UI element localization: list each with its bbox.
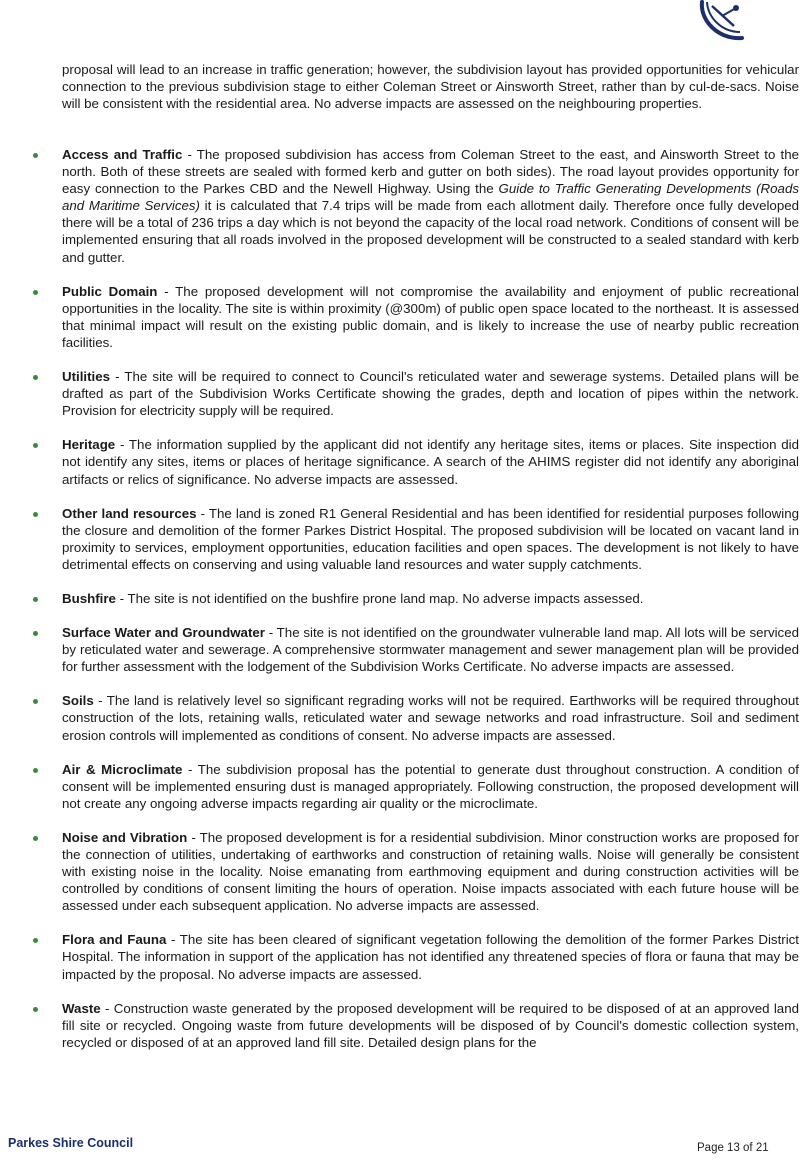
bullet-icon bbox=[33, 512, 38, 517]
footer-page-number: Page 13 of 21 bbox=[697, 1142, 769, 1154]
item-title: Utilities bbox=[62, 369, 111, 385]
list-item-heritage bbox=[0, 436, 807, 487]
item-text-italic: Guide to Traffic Generating Developments (Roads and Maritime Services) bbox=[62, 181, 799, 214]
item-text: - The proposed subdivision has access from Coleman Street to the east, and Ainsworth Street to the north. Both of these streets are sealed with formed kerb and gutter on both sides). The road layout provides opportunity for easy connection to the Parkes CBD and the Newell Highway. Using the bbox=[62, 147, 799, 197]
item-title: Waste bbox=[62, 1000, 101, 1016]
list-item-bushfire bbox=[0, 590, 807, 607]
bullet-icon bbox=[33, 836, 38, 841]
item-title: Public Domain bbox=[62, 283, 158, 299]
bullet-icon bbox=[33, 443, 38, 448]
item-title: Bushfire bbox=[62, 590, 116, 606]
list-item-public-domain bbox=[0, 283, 807, 351]
item-text: - The proposed development is for a residential subdivision. Minor construction works are proposed for the connection of utilities, undertaking of earthworks and construction of retaining walls. Noise will generally be consistent with existing noise in the locality. Noise emanating from earthmoving equipment and during construction activities will be controlled by conditions of consent limiting the hours of operation. Noise impacts associated with each future house will be assessed under each subsequent application. No adverse impacts are assessed. bbox=[62, 829, 799, 914]
list-item-access-traffic bbox=[0, 146, 807, 266]
item-text: - Construction waste generated by the proposed development will be required to be disposed of at an approved land fill site or recycled. Ongoing waste from future developments will be disposed of by Council's domestic collection system, recycled or disposed of at an approved land fill site. Detailed design plans for the bbox=[62, 1000, 799, 1050]
bullet-icon bbox=[33, 597, 38, 602]
item-title: Noise and Vibration bbox=[62, 829, 188, 845]
item-text: - The proposed development will not compromise the availability and enjoyment of public recreational opportunities in the locality. The site is within proximity (@300m) of public open space located to the northeast. It is assessed that minimal impact will result on the existing public domain, and is likely to increase the use of nearby public recreation facilities. bbox=[62, 283, 799, 350]
bullet-icon bbox=[33, 290, 38, 295]
list-item-utilities bbox=[0, 368, 807, 419]
list-item-waste bbox=[0, 1000, 807, 1051]
bullet-icon bbox=[33, 375, 38, 380]
list-item-surface-water bbox=[0, 624, 807, 675]
intro-paragraph: proposal will lead to an increase in traffic generation; however, the subdivision layout has provided opportunities for vehicular connection to the previous subdivision stage to either Coleman Street or Ainsworth Street, rather than by cul-de-sacs. Noise will be consistent with the residential area. No adverse impacts are assessed on the neighbouring properties. bbox=[62, 62, 799, 112]
list-item-flora-fauna bbox=[0, 931, 807, 982]
item-title: Other land resources bbox=[62, 505, 197, 521]
item-text: - The land is relatively level so significant regrading works will not be required. Earthworks will be required throughout construction of the lots, retaining walls, reticulated water and sewage networks and road infrastructure. Soil and sediment erosion controls will implemented as conditions of consent. No adverse impacts are assessed. bbox=[62, 693, 799, 743]
item-title: Access and Traffic bbox=[62, 147, 183, 162]
bullet-icon bbox=[33, 938, 38, 943]
bullet-icon bbox=[33, 768, 38, 773]
list-item-other-land-resources bbox=[0, 505, 807, 573]
satellite-dish-icon bbox=[698, 0, 746, 44]
bullet-icon bbox=[33, 631, 38, 636]
bullet-icon bbox=[33, 699, 38, 704]
item-text: - The site has been cleared of significant vegetation following the demolition of the former Parkes District Hospital. The information in support of the application has not identified any threatened species of flora or fauna that may be impacted by the proposal. No adverse impacts are assessed. bbox=[62, 932, 799, 982]
bullet-icon bbox=[33, 153, 38, 158]
footer-council-name: Parkes Shire Council bbox=[8, 1136, 134, 1150]
item-text: - The site is not identified on the bushfire prone land map. No adverse impacts assessed. bbox=[115, 590, 644, 606]
bullet-icon bbox=[33, 1007, 38, 1012]
council-logo-icon bbox=[698, 0, 746, 44]
item-title: Air & Microclimate bbox=[62, 761, 183, 777]
list-item-soils bbox=[0, 692, 807, 743]
item-title: Surface Water and Groundwater bbox=[62, 625, 265, 641]
item-text: - The site will be required to connect to Council's reticulated water and sewerage systems. Detailed plans will be drafted as part of the Subdivision Works Certificate showing the grades, depth and location of pipes within the network. Provision for electricity supply will be required. bbox=[62, 369, 799, 419]
assessment-list bbox=[0, 146, 807, 1068]
item-text: - The land is zoned R1 General Residential and has been identified for residential purposes following the closure and demolition of the former Parkes District Hospital. The proposed subdivision will be located on vacant land in proximity to services, employment opportunities, education facilities and open spaces. The development is not likely to have detrimental effects on conserving and using valuable land resources and water supply catchments. bbox=[62, 505, 799, 572]
item-title: Soils bbox=[62, 693, 94, 709]
item-text: it is calculated that 7.4 trips will be made from each allotment daily. Therefore once fully developed there will be a total of 236 trips a day which is not beyond the capacity of the local road network. Conditions of consent will be implemented ensuring that all roads involved in the proposed development will be constructed to a sealed standard with kerb and gutter. bbox=[62, 198, 800, 265]
list-item-noise-vibration bbox=[0, 829, 807, 914]
list-item-air-microclimate bbox=[0, 761, 807, 812]
item-text: - The site is not identified on the groundwater vulnerable land map. All lots will be serviced by reticulated water and sewerage. A comprehensive stormwater management and sewer management plan will be provided for further assessment with the lodgement of the Subdivision Works Certificate. No adverse impacts are assessed. bbox=[62, 625, 799, 675]
item-text: - The information supplied by the applicant did not identify any heritage sites, items or places. Site inspection did not identify any sites, items or places of heritage significance. A search of the AHIMS register did not identify any aboriginal artifacts or relics of significance. No adverse impacts are assessed. bbox=[62, 437, 799, 487]
item-title: Heritage bbox=[62, 437, 116, 453]
item-title: Flora and Fauna bbox=[62, 932, 167, 948]
item-text: - The subdivision proposal has the potential to generate dust throughout construction. A condition of consent will be implemented ensuring dust is managed appropriately. Following construction, the proposed development will not create any ongoing adverse impacts regarding air quality or the microclimate. bbox=[62, 761, 799, 811]
